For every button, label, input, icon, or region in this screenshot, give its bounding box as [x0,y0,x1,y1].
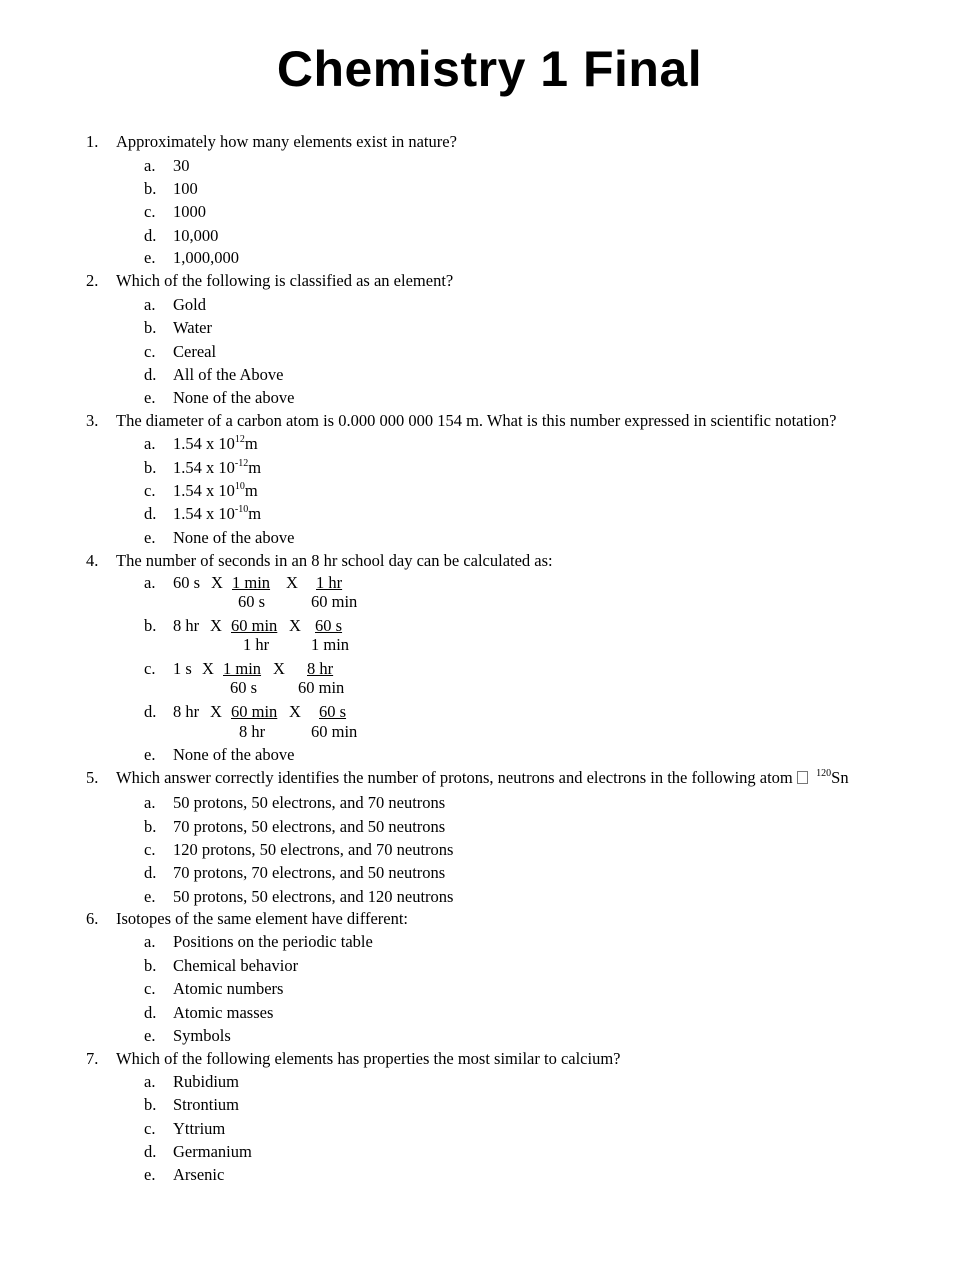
option-letter: c. [144,979,156,998]
question-text [116,768,849,788]
option-letter: a. [144,295,156,314]
option-text: 10,000 [173,226,219,245]
option-letter: d. [144,226,157,245]
option-letter: a. [144,932,156,951]
option-letter: b. [144,458,157,477]
option-letter: e. [144,388,156,407]
question-text: Which of the following elements has properties the most similar to calcium? [116,1049,621,1068]
question-number: 2. [86,271,99,290]
factor-numerator: 60 s [315,616,343,635]
question-number: 6. [86,909,99,928]
times-sign: X [286,573,298,592]
option-text: Rubidium [173,1072,240,1091]
option-letter: d. [144,1142,157,1161]
question-number: 7. [86,1049,99,1068]
option-letter: a. [144,156,156,175]
option-letter: d. [144,702,157,721]
option-letter: b. [144,616,157,635]
question-number: 4. [86,551,99,570]
option-letter: e. [144,528,156,547]
option-text: None of the above [173,388,295,407]
option-text: Atomic masses [173,1003,274,1022]
option-text: Water [173,318,212,337]
option-letter: d. [144,1003,157,1022]
sci-unit: m [248,458,262,477]
factor-numerator: 8 hr [307,659,334,678]
option-text: Germanium [173,1142,252,1161]
isotope-symbol: Sn [831,768,849,787]
option-letter: a. [144,434,156,453]
question-text: The diameter of a carbon atom is 0.000 000 000 154 m. What is this number expressed in scientific notation? [116,411,837,430]
question-number: 3. [86,411,99,430]
option-letter: c. [144,1119,156,1138]
sci-base: 1.54 x 10 [173,504,235,523]
sci-unit: m [244,481,258,500]
option-text [173,434,258,454]
option-letter: a. [144,793,156,812]
times-sign: X [289,702,301,721]
option-letter: a. [144,573,156,592]
times-sign: X [210,616,222,635]
sci-exponent: 10 [234,481,245,492]
question-text: Isotopes of the same element have different: [116,909,409,928]
option-text: Strontium [173,1095,240,1114]
missing-glyph-box [797,771,808,784]
sci-base: 1.54 x 10 [173,434,235,453]
sci-exponent: 12 [234,434,245,445]
option-letter: b. [144,179,157,198]
option-letter: e. [144,248,156,267]
option-letter: b. [144,956,157,975]
sci-unit: m [248,504,262,523]
option-text: Chemical behavior [173,956,299,975]
sci-exponent: -12 [234,458,249,469]
option-text [173,458,261,478]
option-text: Gold [173,295,206,314]
factor-denominator: 1 hr [243,635,270,654]
factor-denominator: 60 min [311,722,358,741]
factor-numerator: 1 min [223,659,262,678]
option-letter: e. [144,745,156,764]
option-letter: d. [144,365,157,384]
question-text: Which of the following is classified as an element? [116,271,454,290]
option-letter: c. [144,342,156,361]
option-text: Yttrium [173,1119,226,1138]
factor-numerator: 60 s [319,702,347,721]
option-letter: e. [144,1165,156,1184]
isotope-mass-number: 120 [816,768,832,779]
factor-denominator: 60 s [238,592,266,611]
conversion-start: 1 s [173,659,192,678]
option-letter: e. [144,887,156,906]
option-text: Positions on the periodic table [173,932,373,951]
question-number: 5. [86,768,99,787]
option-text: Arsenic [173,1165,225,1184]
option-text: 30 [173,156,190,175]
factor-numerator: 60 min [231,702,278,721]
question-text: Approximately how many elements exist in nature? [116,132,457,151]
option-text: 1,000,000 [173,248,239,267]
factor-denominator: 8 hr [239,722,266,741]
factor-denominator: 60 min [298,678,345,697]
option-letter: c. [144,840,156,859]
option-letter: c. [144,659,156,678]
option-letter: a. [144,1072,156,1091]
option-letter: b. [144,318,157,337]
option-text: Symbols [173,1026,231,1045]
option-text [173,504,261,524]
factor-denominator: 60 s [230,678,258,697]
sci-exponent: -10 [234,504,249,515]
option-text: 50 protons, 50 electrons, and 70 neutrons [173,793,446,812]
option-text: 50 protons, 50 electrons, and 120 neutrons [173,887,454,906]
option-letter: d. [144,504,157,523]
option-letter: c. [144,202,156,221]
option-text: Atomic numbers [173,979,284,998]
option-letter: d. [144,863,157,882]
page-title: Chemistry 1 Final [276,41,703,97]
times-sign: X [211,573,223,592]
sci-base: 1.54 x 10 [173,481,235,500]
factor-numerator: 1 hr [316,573,343,592]
conversion-start: 8 hr [173,702,200,721]
option-text: Cereal [173,342,217,361]
conversion-start: 60 s [173,573,201,592]
option-text: 120 protons, 50 electrons, and 70 neutrons [173,840,454,859]
option-text: 100 [173,179,198,198]
times-sign: X [202,659,214,678]
times-sign: X [210,702,222,721]
option-text: None of the above [173,528,295,547]
factor-denominator: 60 min [311,592,358,611]
times-sign: X [273,659,285,678]
question-text-body: Which answer correctly identifies the number of protons, neutrons and electrons in the following atom [116,768,793,787]
option-text: All of the Above [173,365,284,384]
conversion-start: 8 hr [173,616,200,635]
option-letter: e. [144,1026,156,1045]
question-number: 1. [86,132,99,151]
factor-numerator: 60 min [231,616,278,635]
question-text: The number of seconds in an 8 hr school day can be calculated as: [116,551,553,570]
option-text: 1000 [173,202,206,221]
option-text: None of the above [173,745,295,764]
option-text: 70 protons, 70 electrons, and 50 neutrons [173,863,446,882]
factor-denominator: 1 min [311,635,350,654]
option-letter: b. [144,1095,157,1114]
times-sign: X [289,616,301,635]
option-letter: b. [144,817,157,836]
sci-base: 1.54 x 10 [173,458,235,477]
option-letter: c. [144,481,156,500]
factor-numerator: 1 min [232,573,271,592]
option-text: 70 protons, 50 electrons, and 50 neutrons [173,817,446,836]
option-text [173,481,258,501]
sci-unit: m [244,434,258,453]
